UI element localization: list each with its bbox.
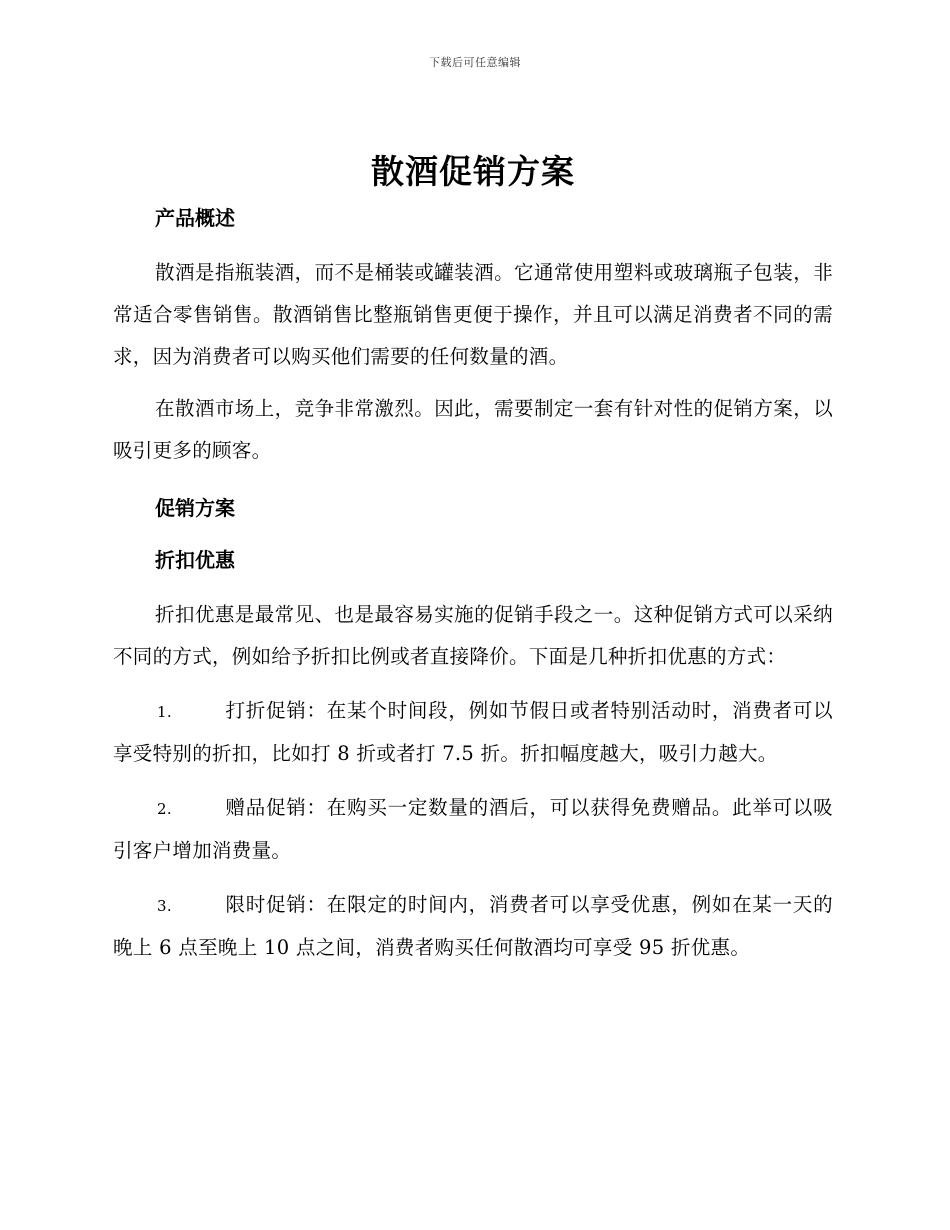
heading-promotion-plan: 促销方案: [155, 496, 235, 520]
list-number: 2.: [157, 800, 172, 818]
list-number: 1.: [157, 703, 172, 721]
paragraph-discount-intro: 折扣优惠是最常见、也是最容易实施的促销手段之一。这种促销方式可以采纳不同的方式，例如给予折扣比例或者直接降价。下面是几种折扣优惠的方式：: [113, 603, 833, 668]
document-title: 散酒促销方案: [371, 152, 575, 191]
paragraph-overview-1: 散酒是指瓶装酒，而不是桶装或罐装酒。它通常使用塑料或玻璃瓶子包装，非常适合零售销售。散酒销售比整瓶销售更便于操作，并且可以满足消费者不同的需求，因为消费者可以购买他们需要的任何数量的酒。: [113, 261, 833, 368]
list-item-text: 限时促销：在限定的时间内，消费者可以享受优惠，例如在某一天的晚上 6 点至晚上 10 点之间，消费者购买任何散酒均可享受 95 折优惠。: [113, 893, 833, 959]
list-item: [113, 787, 833, 872]
list-item-text: 打折促销：在某个时间段，例如节假日或者特别活动时，消费者可以享受特别的折扣，比如打 8 折或者打 7.5 折。折扣幅度越大，吸引力越大。: [113, 699, 833, 765]
list-item: [113, 690, 833, 775]
heading-product-overview: 产品概述: [155, 206, 235, 230]
list-item-text: 赠品促销：在购买一定数量的酒后，可以获得免费赠品。此举可以吸引客户增加消费量。: [113, 796, 833, 862]
heading-discount-offers: 折扣优惠: [155, 548, 235, 572]
document-body: [113, 148, 833, 979]
list-number: 3.: [157, 897, 172, 915]
header-note: 下载后可任意编辑: [429, 56, 521, 69]
list-item: [113, 884, 833, 969]
paragraph-overview-2: 在散酒市场上，竞争非常激烈。因此，需要制定一套有针对性的促销方案，以吸引更多的顾客。: [113, 397, 833, 462]
